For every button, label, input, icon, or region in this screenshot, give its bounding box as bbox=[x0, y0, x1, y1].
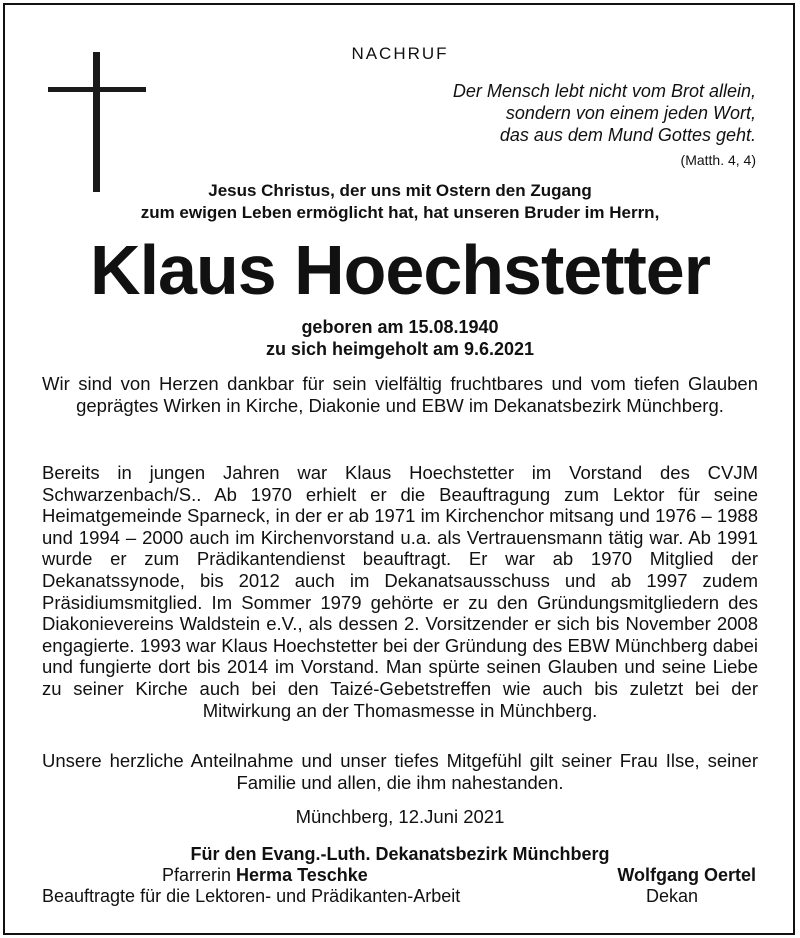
signature-left-title: Pfarrerin bbox=[162, 865, 232, 885]
condolence-paragraph: Unsere herzliche Anteilnahme und unser tiefes Mitgefühl gilt seiner Frau Ilse, seiner Familie und allen, die ihm nahestanden. bbox=[42, 750, 758, 793]
intro-text bbox=[0, 180, 800, 224]
signature-left bbox=[162, 865, 368, 886]
intro-line: Jesus Christus, der uns mit Ostern den Zugang bbox=[208, 181, 592, 200]
birth-date: geboren am 15.08.1940 bbox=[301, 317, 499, 337]
signature-organization: Für den Evang.-Luth. Dekanatsbezirk Münchberg bbox=[190, 844, 610, 864]
cross-icon-beam bbox=[48, 87, 146, 92]
gratitude-paragraph: Wir sind von Herzen dankbar für sein vielfältig fruchtbares und vom tiefen Glauben geprägtes Wirken in Kirche, Diakonie und EBW im Dekanatsbezirk Münchberg. bbox=[42, 373, 758, 416]
biography-paragraph: Bereits in jungen Jahren war Klaus Hoechstetter im Vorstand des CVJM Schwarzenbach/S.. Ab 1970 erhielt er die Beauftragung zum Lektor für seine Heimatgemeinde Sparneck, in der er ab 1971 im Kirchenchor mitsang und 1976 – 1988 und 1994 – 2000 auch im Kirchenvorstand u.a. als Vertrauensmann tätig war. Ab 1991 wurde er zum Prädikantendienst beauftragt. Er war ab 1970 Mitglied der Dekanatssynode, bis 2012 auch im Dekanatsausschuss und ab 1997 zudem Präsidiumsmitglied. Im Sommer 1979 gehörte er zu den Gründungsmitgliedern des Diakonievereins Waldstein e.V., als dessen 2. Vorsitzender er sich bis November 2008 engagierte. 1993 war Klaus Hoechstetter bei der Gründung des EBW Münchberg dabei und fungierte dort bis 2014 im Vorstand. Man spürte seinen Glauben und seine Liebe zu seiner Kirche auch bei den Taizé-Gebetstreffen wie auch bis zuletzt bei der Mitwirkung an der Thomasmesse in Münchberg. bbox=[42, 462, 758, 721]
signature-left-name: Herma Teschke bbox=[236, 865, 368, 885]
signature-left-role: Beauftragte für die Lektoren- und Prädikanten-Arbeit bbox=[42, 886, 461, 906]
death-date: zu sich heimgeholt am 9.6.2021 bbox=[265, 339, 535, 359]
cross-icon bbox=[93, 52, 100, 192]
bible-quote-line: Der Mensch lebt nicht vom Brot allein, bbox=[452, 81, 756, 101]
signature-right-role: Dekan bbox=[646, 886, 699, 906]
intro-line: zum ewigen Leben ermöglicht hat, hat unseren Bruder im Herrn, bbox=[140, 203, 660, 222]
notice-heading: NACHRUF bbox=[351, 44, 449, 63]
life-dates bbox=[0, 316, 800, 360]
deceased-name: Klaus Hoechstetter bbox=[90, 231, 710, 309]
bible-reference: (Matth. 4, 4) bbox=[680, 152, 756, 168]
bible-quote bbox=[453, 80, 756, 146]
bible-quote-line: das aus dem Mund Gottes geht. bbox=[499, 125, 756, 145]
signature-right-name: Wolfgang Oertel bbox=[617, 865, 756, 885]
place-date: Münchberg, 12.Juni 2021 bbox=[295, 806, 505, 827]
bible-quote-line: sondern von einem jeden Wort, bbox=[505, 103, 756, 123]
